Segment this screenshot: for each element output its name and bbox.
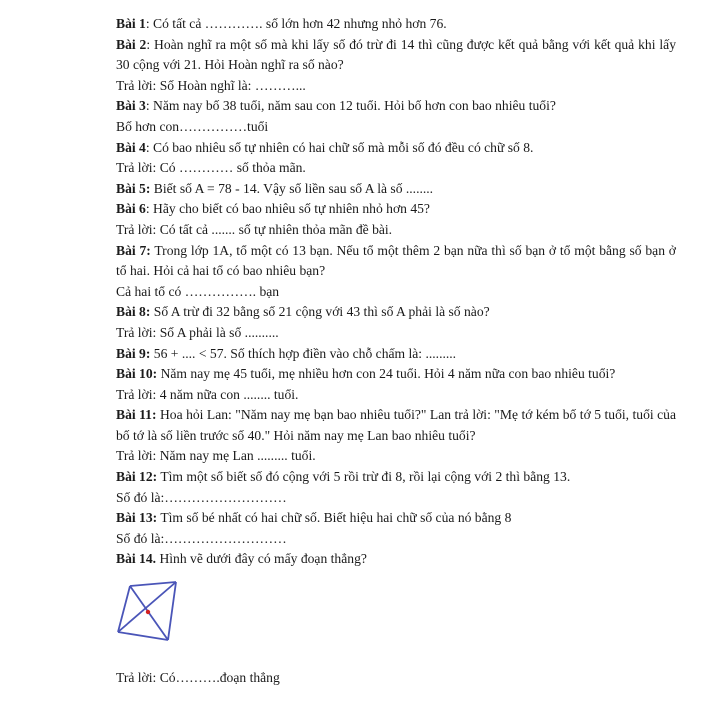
problem-text: Hoàn nghĩ ra một số mà khi lấy số đó trừ đi 14 thì cũng được kết quả bằng với kết quả khi lấy 30 cộng với 21. Hỏi Hoàn nghĩ ra số nào? (116, 36, 676, 73)
problem-label: Bài 4 (116, 139, 146, 155)
answer-13: Số đó là:……………………… (116, 530, 287, 546)
problem-label: Bài 1 (116, 16, 146, 31)
answer-12: Số đó là:……………………… (116, 489, 287, 505)
problem-label: Bài 6 (116, 201, 146, 217)
problem-5 (116, 179, 676, 200)
problem-label: Bài 12: (116, 469, 158, 485)
problem-text: Có tất cả …………. số lớn hơn 42 nhưng nhỏ hơn 76. (153, 16, 447, 31)
problem-text: 56 + .... < 57. Số thích hợp điền vào chỗ chấm là: ......... (153, 345, 457, 361)
segment-top (130, 582, 176, 586)
problem-label: Bài 11: (116, 407, 157, 423)
problem-1: Bài 1: Có tất cả …………. số lớn hơn 42 nhưng nhỏ hơn 76. (116, 16, 447, 31)
answer-4: Trả lời: Có ………… số thỏa mãn. (116, 160, 306, 176)
problem-label: Bài 7: (116, 242, 151, 258)
problem-label: Bài 10: (116, 366, 158, 382)
problem-6: Bài 6: Hãy cho biết có bao nhiêu số tự nhiên nhỏ hơn 45? (116, 201, 430, 217)
segment-diagonal-2 (118, 582, 176, 632)
segment-left (118, 586, 130, 632)
problem-12 (116, 467, 676, 488)
problem-label: Bài 3 (116, 98, 146, 114)
worksheet-content (116, 14, 676, 689)
segment-bottom (118, 632, 168, 640)
problem-label: Bài 14. (116, 551, 157, 567)
problem-7 (116, 241, 676, 282)
problem-10 (116, 364, 676, 385)
answer-2: Trả lời: Số Hoàn nghĩ là: ………... (116, 77, 306, 93)
problem-text: Có bao nhiêu số tự nhiên có hai chữ số mà mỗi số đó đều có chữ số 8. (153, 139, 534, 155)
problem-text: Tìm một số biết số đó cộng với 5 rồi trừ đi 8, rồi lại cộng với 2 thì bằng 13. (160, 469, 571, 485)
answer-11: Trả lời: Năm nay mẹ Lan ......... tuổi. (116, 448, 316, 464)
problem-label: Bài 9: (116, 345, 151, 361)
problem-text: Trong lớp 1A, tổ một có 13 bạn. Nếu tổ một thêm 2 bạn nữa thì số bạn ở tổ một bằng số bạn ở tổ hai. Hỏi cả hai tổ có bao nhiêu bạn? (116, 242, 676, 279)
problem-11 (116, 405, 676, 446)
problem-text: Hãy cho biết có bao nhiêu số tự nhiên nhỏ hơn 45? (153, 201, 430, 217)
problem-text: Năm nay mẹ 45 tuổi, mẹ nhiều hơn con 24 tuổi. Hỏi 4 năm nữa con bao nhiêu tuổi? (160, 366, 616, 382)
problem-text: Năm nay bố 38 tuổi, năm sau con 12 tuổi. Hỏi bố hơn con bao nhiêu tuổi? (153, 98, 556, 114)
problem-label: Bài 8: (116, 304, 151, 320)
problem-text: Số A trừ đi 32 bằng số 21 cộng với 43 thì số A phải là số nào? (153, 304, 490, 320)
answer-14: Trả lời: Có……….đoạn thẳng (116, 670, 280, 686)
problem-13 (116, 508, 676, 529)
problem-9 (116, 344, 676, 365)
segment-right (168, 582, 176, 640)
answer-10: Trả lời: 4 năm nữa con ........ tuổi. (116, 386, 299, 402)
answer-6: Trả lời: Có tất cả ....... số tự nhiên thỏa mãn đề bài. (116, 221, 393, 237)
intersection-point (146, 610, 150, 614)
answer-7: Cả hai tổ có ……………. bạn (116, 283, 280, 299)
problem-text: Tìm số bé nhất có hai chữ số. Biết hiệu hai chữ số của nó bằng 8 (160, 510, 512, 526)
problem-2: Bài 2: Hoàn nghĩ ra một số mà khi lấy số đó trừ đi 14 thì cũng được kết quả bằng với kết quả khi lấy 30 cộng với 21. Hỏi Hoàn nghĩ ra số nào? (116, 36, 676, 73)
quadrilateral-diagram (116, 576, 186, 648)
problem-text: Hoa hỏi Lan: "Năm nay mẹ bạn bao nhiêu tuổi?" Lan trả lời: "Mẹ tớ kém bố tớ 5 tuổi, tuổi của bố tớ là số liền trước số 40." Hỏi năm nay mẹ Lan bao nhiêu tuổi? (116, 407, 676, 443)
answer-8: Trả lời: Số A phải là số .......... (116, 324, 279, 340)
problem-4: Bài 4: Có bao nhiêu số tự nhiên có hai chữ số mà mỗi số đó đều có chữ số 8. (116, 139, 534, 155)
problem-14 (116, 549, 676, 570)
problem-text: Biết số A = 78 - 14. Vậy số liền sau số A là số ........ (153, 180, 434, 196)
problem-label: Bài 13: (116, 510, 158, 526)
problem-8 (116, 302, 676, 323)
problem-label: Bài 2 (116, 36, 147, 52)
problem-text: Hình vẽ dưới đây có mấy đoạn thẳng? (159, 551, 367, 567)
line-segments-figure (116, 576, 676, 654)
answer-3: Bố hơn con……………tuổi (116, 118, 269, 134)
problem-label: Bài 5: (116, 180, 151, 196)
problem-3: Bài 3: Năm nay bố 38 tuổi, năm sau con 12 tuổi. Hỏi bố hơn con bao nhiêu tuổi? (116, 98, 556, 114)
